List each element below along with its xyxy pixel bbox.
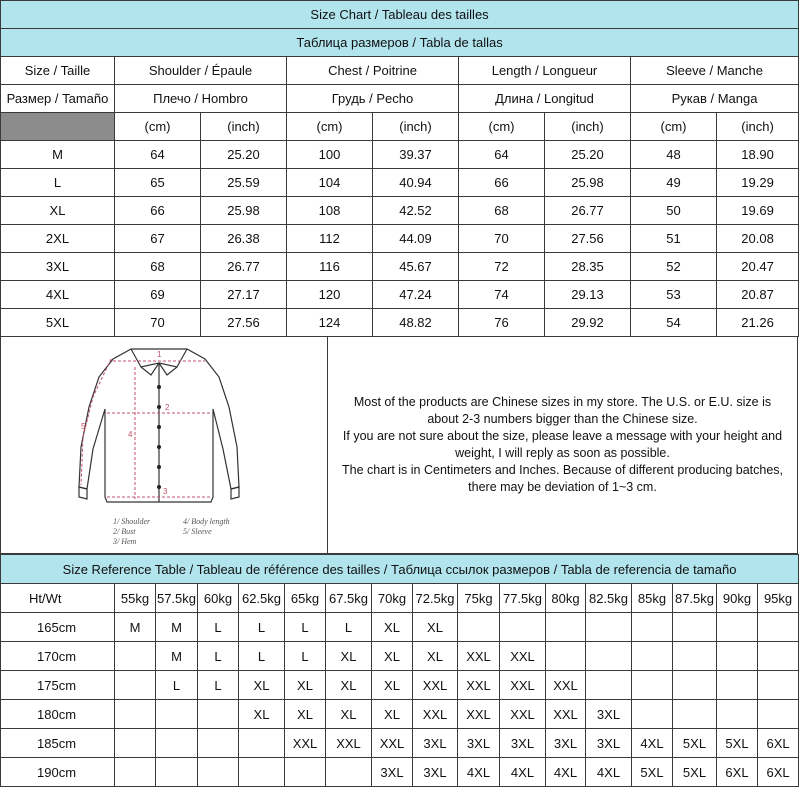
unit-inch: (inch)	[717, 113, 799, 141]
reference-cell: XL	[372, 671, 413, 700]
reference-cell: 3XL	[586, 729, 632, 758]
weight-header: 90kg	[717, 584, 758, 613]
length-header: Length / Longueur	[459, 57, 631, 85]
weight-header: 65kg	[285, 584, 326, 613]
size-value: 124	[287, 309, 373, 337]
reference-cell: XXL	[413, 700, 458, 729]
legend-shoulder: 1/ Shoulder	[113, 517, 151, 526]
size-value: 64	[459, 141, 545, 169]
reference-cell: L	[285, 642, 326, 671]
weight-header: 82.5kg	[586, 584, 632, 613]
size-value: 70	[459, 225, 545, 253]
reference-cell: XL	[326, 700, 372, 729]
reference-cell: 3XL	[546, 729, 586, 758]
size-value: 50	[631, 197, 717, 225]
reference-cell: 4XL	[500, 758, 546, 787]
note-line: weight, I will reply as soon as possible.	[455, 446, 670, 460]
size-value: 51	[631, 225, 717, 253]
reference-cell: XL	[326, 642, 372, 671]
size-value: 25.20	[201, 141, 287, 169]
size-value: 25.98	[201, 197, 287, 225]
length-header-alt: Длина / Longitud	[459, 85, 631, 113]
size-value: 25.98	[545, 169, 631, 197]
marker-4: 4	[128, 430, 133, 439]
size-value: 28.35	[545, 253, 631, 281]
reference-cell	[115, 671, 156, 700]
size-value: 72	[459, 253, 545, 281]
chart-title-1: Size Chart / Tableau des tailles	[1, 1, 799, 29]
size-value: 66	[115, 197, 201, 225]
size-row	[1, 309, 799, 337]
reference-row	[1, 613, 799, 642]
size-value: 44.09	[373, 225, 459, 253]
reference-cell: XL	[413, 642, 458, 671]
size-value: 69	[115, 281, 201, 309]
reference-cell: L	[239, 642, 285, 671]
reference-rows	[1, 613, 799, 787]
legend-bust: 2/ Bust	[113, 527, 136, 536]
reference-cell: XXL	[285, 729, 326, 758]
size-value: 29.13	[545, 281, 631, 309]
reference-cell	[632, 613, 673, 642]
size-row	[1, 169, 799, 197]
shirt-diagram	[1, 337, 328, 553]
reference-cell: 4XL	[458, 758, 500, 787]
size-label: XL	[1, 197, 115, 225]
weight-header: 62.5kg	[239, 584, 285, 613]
size-value: 49	[631, 169, 717, 197]
size-value: 104	[287, 169, 373, 197]
reference-cell: 4XL	[586, 758, 632, 787]
size-label: 3XL	[1, 253, 115, 281]
size-label: L	[1, 169, 115, 197]
reference-cell	[115, 700, 156, 729]
sleeve-header-alt: Рукав / Manga	[631, 85, 799, 113]
reference-cell: L	[156, 671, 198, 700]
reference-cell	[586, 613, 632, 642]
size-value: 20.47	[717, 253, 799, 281]
reference-cell: M	[115, 613, 156, 642]
unit-cm: (cm)	[459, 113, 545, 141]
reference-cell: 5XL	[673, 758, 717, 787]
weight-header: 70kg	[372, 584, 413, 613]
reference-cell	[673, 700, 717, 729]
height-label: 185cm	[1, 729, 115, 758]
weight-header: 72.5kg	[413, 584, 458, 613]
reference-cell: 4XL	[546, 758, 586, 787]
weight-header: 55kg	[115, 584, 156, 613]
reference-cell	[285, 758, 326, 787]
size-value: 67	[115, 225, 201, 253]
reference-cell	[758, 671, 799, 700]
reference-cell: M	[156, 642, 198, 671]
shoulder-header-alt: Плечо / Hombro	[115, 85, 287, 113]
size-value: 70	[115, 309, 201, 337]
weight-header-row	[1, 584, 799, 613]
reference-cell: XXL	[500, 700, 546, 729]
reference-cell	[717, 671, 758, 700]
size-value: 25.59	[201, 169, 287, 197]
size-value: 112	[287, 225, 373, 253]
weight-header: 67.5kg	[326, 584, 372, 613]
reference-cell: 6XL	[758, 758, 799, 787]
size-value: 108	[287, 197, 373, 225]
reference-row	[1, 729, 799, 758]
chest-header-alt: Грудь / Pecho	[287, 85, 459, 113]
size-value: 76	[459, 309, 545, 337]
reference-cell	[198, 729, 239, 758]
unit-cm: (cm)	[631, 113, 717, 141]
size-value: 27.56	[201, 309, 287, 337]
reference-cell: XXL	[500, 671, 546, 700]
size-value: 68	[459, 197, 545, 225]
reference-cell: XXL	[372, 729, 413, 758]
size-value: 20.87	[717, 281, 799, 309]
size-row	[1, 225, 799, 253]
weight-header: 60kg	[198, 584, 239, 613]
unit-cm: (cm)	[115, 113, 201, 141]
size-value: 42.52	[373, 197, 459, 225]
size-value: 116	[287, 253, 373, 281]
reference-cell	[156, 729, 198, 758]
size-value: 54	[631, 309, 717, 337]
reference-cell	[758, 642, 799, 671]
size-value: 48	[631, 141, 717, 169]
unit-inch: (inch)	[201, 113, 287, 141]
reference-cell: XXL	[500, 642, 546, 671]
size-value: 53	[631, 281, 717, 309]
reference-cell	[632, 700, 673, 729]
chest-header: Chest / Poitrine	[287, 57, 459, 85]
reference-cell	[632, 671, 673, 700]
reference-cell	[586, 642, 632, 671]
reference-cell	[546, 613, 586, 642]
reference-cell	[673, 613, 717, 642]
reference-cell: XXL	[326, 729, 372, 758]
size-value: 47.24	[373, 281, 459, 309]
size-label: 5XL	[1, 309, 115, 337]
reference-cell: XL	[413, 613, 458, 642]
height-label: 165cm	[1, 613, 115, 642]
reference-cell	[239, 758, 285, 787]
reference-cell	[632, 642, 673, 671]
reference-cell: L	[198, 613, 239, 642]
reference-cell: 3XL	[372, 758, 413, 787]
reference-cell: 3XL	[458, 729, 500, 758]
reference-cell: 3XL	[500, 729, 546, 758]
size-value: 18.90	[717, 141, 799, 169]
size-header-2: Размер / Tamaño	[1, 85, 115, 113]
reference-cell	[326, 758, 372, 787]
size-value: 27.17	[201, 281, 287, 309]
marker-1: 1	[157, 350, 162, 359]
reference-cell: XL	[372, 642, 413, 671]
reference-cell: 3XL	[413, 758, 458, 787]
reference-cell: L	[285, 613, 326, 642]
reference-cell: L	[326, 613, 372, 642]
size-value: 21.26	[717, 309, 799, 337]
size-chart-table	[0, 0, 799, 337]
reference-cell	[758, 613, 799, 642]
reference-cell: 6XL	[758, 729, 799, 758]
reference-cell: XL	[285, 671, 326, 700]
reference-row	[1, 671, 799, 700]
reference-cell: 4XL	[632, 729, 673, 758]
note-line: there may be deviation of 1~3 cm.	[468, 480, 657, 494]
reference-row	[1, 758, 799, 787]
reference-cell: XL	[239, 700, 285, 729]
legend-sleeve: 5/ Sleeve	[183, 527, 212, 536]
gray-cell	[1, 113, 115, 141]
reference-cell: XL	[372, 700, 413, 729]
marker-3: 3	[163, 487, 168, 496]
reference-cell: XL	[285, 700, 326, 729]
size-value: 74	[459, 281, 545, 309]
weight-header: 80kg	[546, 584, 586, 613]
reference-cell: XL	[239, 671, 285, 700]
reference-cell	[717, 642, 758, 671]
reference-cell	[239, 729, 285, 758]
reference-cell	[500, 613, 546, 642]
size-note	[328, 337, 797, 553]
size-value: 40.94	[373, 169, 459, 197]
reference-cell: 3XL	[586, 700, 632, 729]
size-rows	[1, 141, 799, 337]
reference-cell	[673, 671, 717, 700]
weight-header: 85kg	[632, 584, 673, 613]
weight-header: 77.5kg	[500, 584, 546, 613]
height-label: 170cm	[1, 642, 115, 671]
reference-cell	[717, 700, 758, 729]
reference-cell: XXL	[546, 671, 586, 700]
reference-cell	[673, 642, 717, 671]
reference-cell	[198, 758, 239, 787]
size-row	[1, 281, 799, 309]
reference-cell: XXL	[458, 642, 500, 671]
legend-body-length: 4/ Body length	[183, 517, 230, 526]
size-row	[1, 253, 799, 281]
reference-cell: L	[239, 613, 285, 642]
size-value: 65	[115, 169, 201, 197]
reference-cell: 3XL	[413, 729, 458, 758]
reference-cell: 5XL	[673, 729, 717, 758]
reference-cell: 5XL	[717, 729, 758, 758]
reference-row	[1, 700, 799, 729]
reference-cell: 6XL	[717, 758, 758, 787]
size-value: 26.77	[201, 253, 287, 281]
diagram-and-note	[0, 337, 798, 554]
size-row	[1, 197, 799, 225]
reference-cell	[717, 613, 758, 642]
size-value: 20.08	[717, 225, 799, 253]
reference-cell: XL	[372, 613, 413, 642]
size-value: 66	[459, 169, 545, 197]
unit-inch: (inch)	[545, 113, 631, 141]
legend-hem: 3/ Hem	[113, 537, 137, 546]
weight-header: 87.5kg	[673, 584, 717, 613]
reference-cell: 5XL	[632, 758, 673, 787]
size-reference-table	[0, 554, 799, 787]
reference-cell	[586, 671, 632, 700]
unit-cm: (cm)	[287, 113, 373, 141]
reference-cell	[115, 729, 156, 758]
size-value: 100	[287, 141, 373, 169]
size-value: 26.38	[201, 225, 287, 253]
shoulder-header: Shoulder / Épaule	[115, 57, 287, 85]
size-value: 39.37	[373, 141, 459, 169]
reference-cell: L	[198, 642, 239, 671]
reference-title: Size Reference Table / Tableau de référence des tailles / Таблица ссылок размеров / Tabla de referencia de tamaño	[1, 555, 799, 584]
size-label: M	[1, 141, 115, 169]
reference-row	[1, 642, 799, 671]
note-line: Most of the products are Chinese sizes in my store. The U.S. or E.U. size is	[353, 395, 772, 409]
size-value: 120	[287, 281, 373, 309]
note-line: about 2-3 numbers bigger than the Chinese size.	[427, 412, 698, 426]
size-value: 26.77	[545, 197, 631, 225]
reference-cell	[156, 700, 198, 729]
weight-header: 57.5kg	[156, 584, 198, 613]
size-value: 52	[631, 253, 717, 281]
size-label: 2XL	[1, 225, 115, 253]
size-header-1: Size / Taille	[1, 57, 115, 85]
reference-cell: XL	[326, 671, 372, 700]
reference-cell: XXL	[413, 671, 458, 700]
weight-header: 75kg	[458, 584, 500, 613]
chart-title-2: Таблица размеров / Tabla de tallas	[1, 29, 799, 57]
marker-5: 5	[81, 422, 86, 431]
size-value: 27.56	[545, 225, 631, 253]
unit-inch: (inch)	[373, 113, 459, 141]
reference-cell	[198, 700, 239, 729]
reference-cell	[546, 642, 586, 671]
diagram-legend	[113, 517, 253, 547]
note-line: If you are not sure about the size, please leave a message with your height and	[342, 429, 783, 443]
size-label: 4XL	[1, 281, 115, 309]
note-line: The chart is in Centimeters and Inches. Because of different producing batches,	[342, 463, 783, 477]
reference-cell: L	[198, 671, 239, 700]
reference-cell: XXL	[546, 700, 586, 729]
reference-cell: M	[156, 613, 198, 642]
marker-2: 2	[165, 403, 170, 412]
weight-header: 95kg	[758, 584, 799, 613]
height-label: 190cm	[1, 758, 115, 787]
ht-wt-corner: Ht/Wt	[1, 584, 115, 613]
size-value: 68	[115, 253, 201, 281]
size-value: 64	[115, 141, 201, 169]
sleeve-header: Sleeve / Manche	[631, 57, 799, 85]
size-value: 19.29	[717, 169, 799, 197]
height-label: 175cm	[1, 671, 115, 700]
reference-cell	[115, 642, 156, 671]
reference-cell	[758, 700, 799, 729]
size-value: 25.20	[545, 141, 631, 169]
reference-cell	[115, 758, 156, 787]
reference-cell	[458, 613, 500, 642]
height-label: 180cm	[1, 700, 115, 729]
reference-cell	[156, 758, 198, 787]
reference-cell: XXL	[458, 671, 500, 700]
size-row	[1, 141, 799, 169]
reference-cell: XXL	[458, 700, 500, 729]
size-value: 48.82	[373, 309, 459, 337]
size-value: 29.92	[545, 309, 631, 337]
size-value: 19.69	[717, 197, 799, 225]
size-value: 45.67	[373, 253, 459, 281]
